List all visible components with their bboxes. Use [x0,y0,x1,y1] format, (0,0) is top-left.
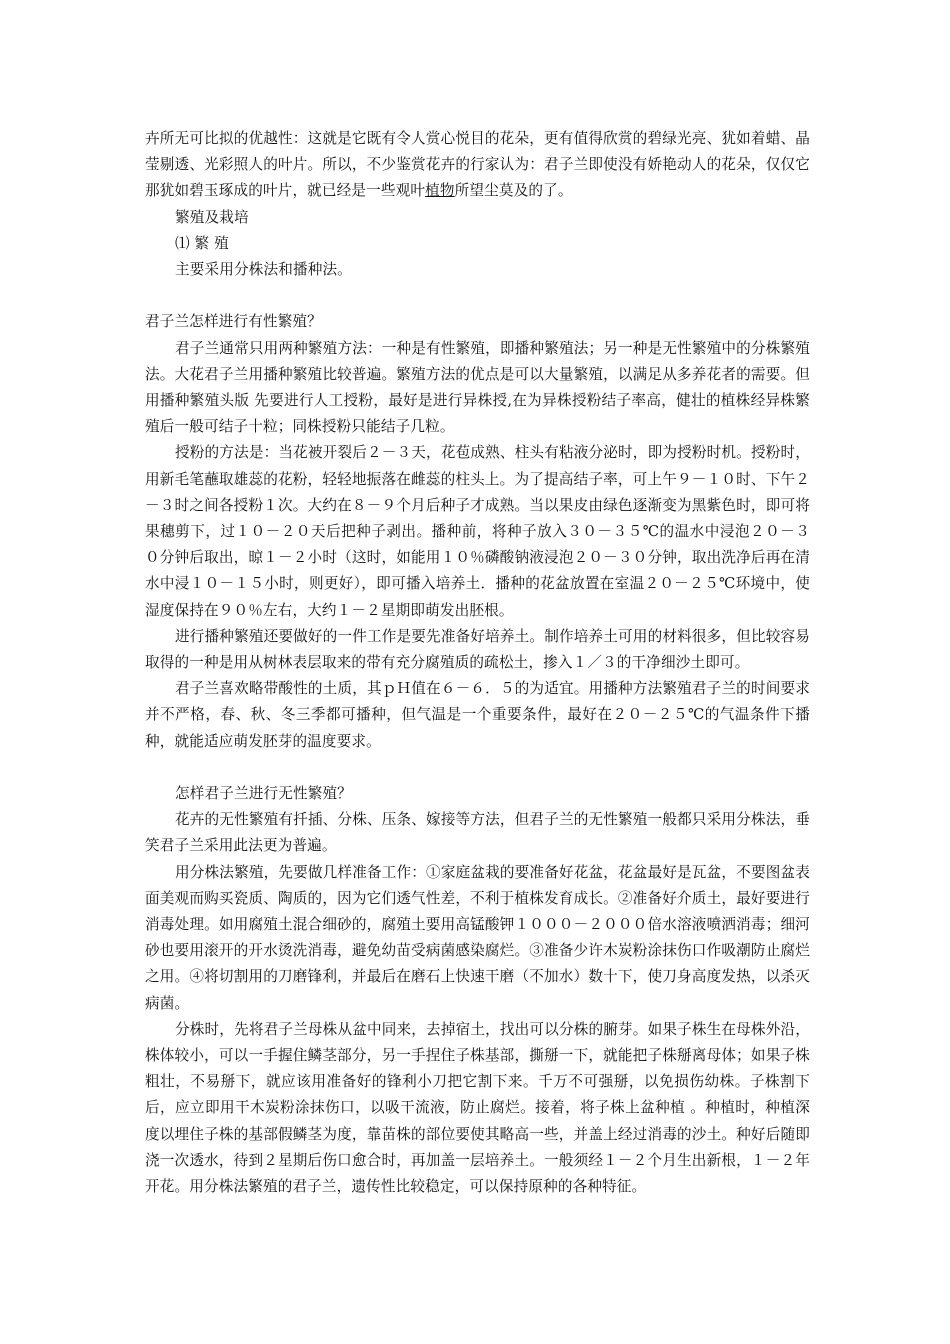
subsection-title: ⑴ 繁 殖 [175,234,229,252]
plant-link[interactable]: 植物 [425,182,455,200]
document-page [145,126,810,1200]
sexual-paragraph: 君子兰喜欢略带酸性的土质，其ｐＨ值在６－６．５的为适宜。用播种方法繁殖君子兰的时间要求并不严格，春、秋、冬三季都可播种，但气温是一个重要条件，最好在２０－２５℃的气温条件下播种，就能适应萌发胚芽的温度要求。 [145,680,810,750]
intro-text-b: 所望尘莫及的了。 [454,182,573,200]
sexual-paragraph: 授粉的方法是：当花被开裂后２－３天，花苞成熟、柱头有粘液分泌时，即为授粉时机。授粉时，用新毛笔蘸取雄蕊的花粉，轻轻地振落在雌蕊的柱头上。为了提高结子率，可上午９－１０时、下午２－３时之间各授粉１次。大约在８－９个月后种子才成熟。当以果皮由绿色逐渐变为黑紫色时，即可将果穗剪下，过１０－２０天后把种子剥出。播种前，将种子放入３０－３５℃的温水中浸泡２０－３０分钟后取出，晾１－２小时（这时，如能用１０％磷酸钠液浸泡２０－３０分钟，取出洗净后再在清水中浸１０－１５小时，则更好），即可播入培养土．播种的花盆放置在室温２０－２５℃环境中，使湿度保持在９０％左右，大约１－２星期即萌发出胚根。 [145,444,810,619]
asexual-paragraph: 分株时，先将君子兰母株从盆中同来，去掉宿土，找出可以分株的腑芽。如果子株生在母株外沿，株体较小，可以一手握住鳞茎部分，另一手捏住子株基部，撕掰一下，就能把子株掰离母体；如果子株粗壮，不易掰下，就应该用准备好的锋利小刀把它割下来。千万不可强掰，以免损伤幼株。子株割下后，应立即用干木炭粉涂抹伤口，以吸干流液，防止腐烂。接着，将子株上盆种植 。种植时，种植深度以埋住子株的基部假鳞茎为度，靠苗株的部位要使其略高一些，并盖上经过消毒的沙土。种好后随即浇一次透水，待到２星期后伤口愈合时，再加盖一层培养土。一般须经１－２个月生出新根，１－２年开花。用分株法繁殖的君子兰，遗传性比较稳定，可以保持原种的各种特征。 [145,1020,810,1196]
asexual-paragraph: 花卉的无性繁殖有扦插、分株、压条、嫁接等方法，但君子兰的无性繁殖一般都只采用分株法，垂笑君子兰采用此法更为普遍。 [145,811,810,855]
method-intro: 主要采用分株法和播种法。 [175,261,352,279]
spacer [145,755,810,781]
sexual-paragraph: 君子兰通常只用两种繁殖方法：一种是有性繁殖，即播种繁殖法；另一种是无性繁殖中的分株繁殖法。大花君子兰用播种繁殖比较普遍。繁殖方法的优点是可以大量繁殖，以满足从多养花者的需要。但用播种繁殖头版 先要进行人工授粉，最好是进行异株授,在为异株授粉结子率高，健壮的植株经异株繁殖后一般可结子十粒；同株授粉只能结子几粒。 [145,339,810,436]
section-title: 繁殖及栽培 [175,208,249,226]
asexual-heading: 怎样君子兰进行无性繁殖？ [175,785,352,803]
sexual-paragraph: 进行播种繁殖还要做好的一件工作是要先准备好培养土。制作培养土可用的材料很多，但比较容易取得的一种是用从树林表层取来的带有充分腐殖质的疏松土，掺入１／３的干净细沙土即可。 [145,627,810,672]
asexual-paragraph: 用分株法繁殖，先要做几样准备工作：①家庭盆栽的要准备好花盆，花盆最好是瓦盆，不要图盆表面美观而购买瓷质、陶质的，因为它们透气性差，不利于植株发育成长。②准备好介质土，最好要进行消毒处理。如用腐殖土混合细砂的，腐殖土要用高锰酸钾１０００－２０００倍水溶液喷洒消毒；细河砂也要用滚开的开水烫洗消毒，避免幼苗受病菌感染腐烂。③准备少许木炭粉涂抹伤口作吸潮防止腐烂之用。④将切割用的刀磨锋利，并最后在磨石上快速干磨（不加水）数十下，使刀身高度发热，以杀灭病菌。 [145,863,810,1012]
intro-text-a: 卉所无可比拟的优越性：这就是它既有令人赏心悦目的花朵，更有值得欣赏的碧绿光亮、犹如着蜡、晶莹剔透、光彩照人的叶片。所以，不少鉴赏花卉的行家认为：君子兰即使没有娇艳动人的花朵，仅仅它那犹如碧玉琢成的叶片，就已经是一些观叶 [145,130,810,200]
sexual-heading: 君子兰怎样进行有性繁殖？ [145,313,322,331]
intro-paragraph [145,126,810,205]
spacer [145,283,810,309]
